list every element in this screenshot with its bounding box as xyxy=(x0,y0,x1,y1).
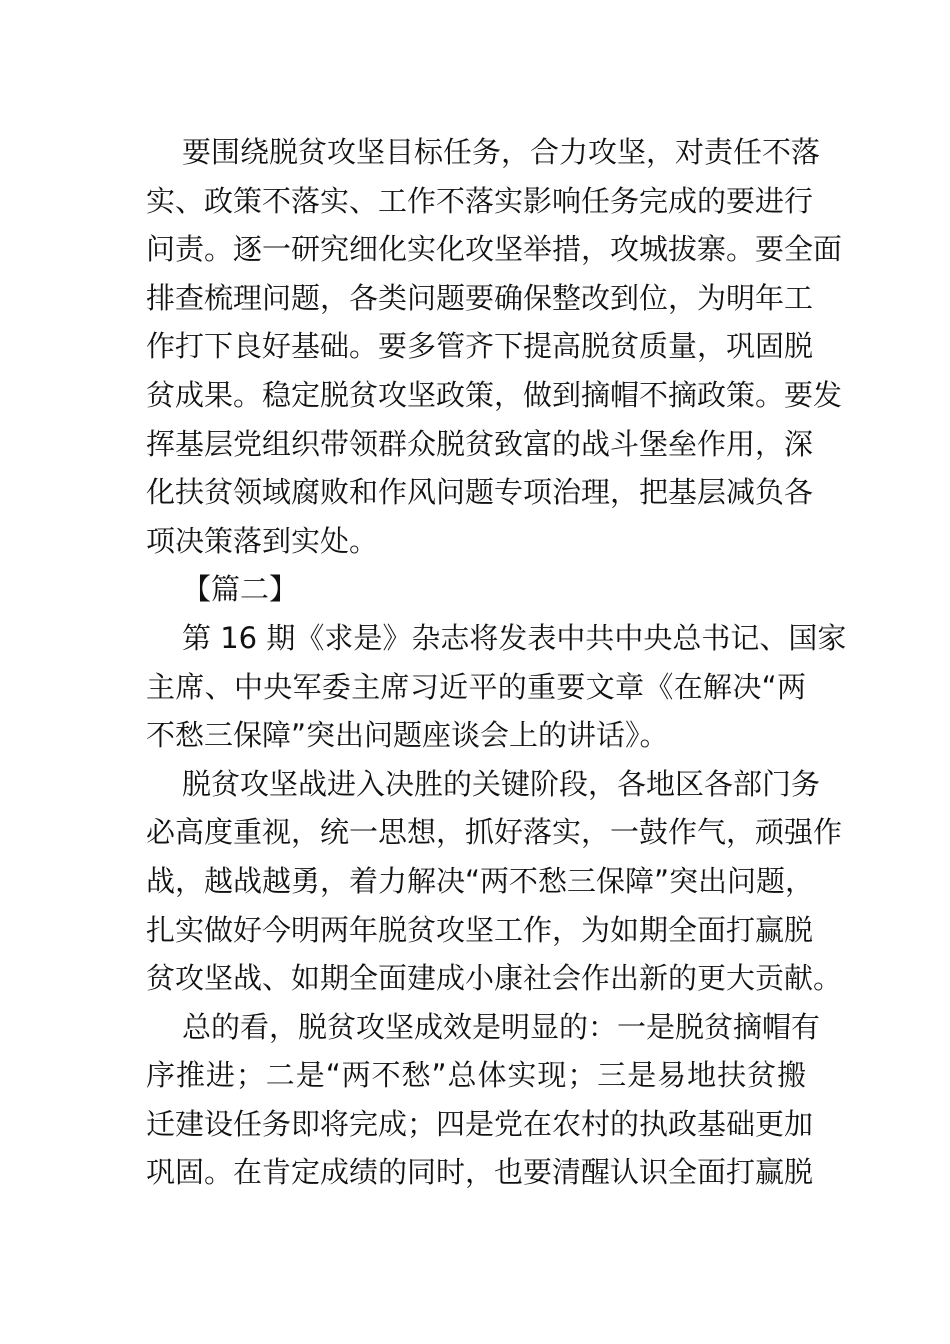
paragraph-5 xyxy=(146,1003,821,1197)
paragraph-3 xyxy=(146,614,847,760)
section-title: 【篇二】 xyxy=(182,572,299,607)
text-line: 第 16 期《求是》杂志将发表中共中央总书记、国家 xyxy=(182,620,847,655)
text-line: 贫成果。稳定脱贫攻坚政策，做到摘帽不摘政策。要发 xyxy=(146,377,843,412)
text-line: 战，越战越勇，着力解决“两不愁三保障”突出问题， xyxy=(146,863,815,898)
paragraph-1 xyxy=(146,128,843,565)
text-line: 迁建设任务即将完成；四是党在农村的执政基础更加 xyxy=(146,1106,814,1141)
text-line: 巩固。在肯定成绩的同时，也要清醒认识全面打赢脱 xyxy=(146,1155,814,1190)
text-line: 扎实做好今明两年脱贫攻坚工作，为如期全面打赢脱 xyxy=(146,912,814,947)
text-line: 实、政策不落实、工作不落实影响任务完成的要进行 xyxy=(146,183,814,218)
document-body xyxy=(146,128,847,1197)
text-line: 问责。逐一研究细化实化攻坚举措，攻城拔寨。要全面 xyxy=(146,232,843,267)
text-line: 化扶贫领域腐败和作风问题专项治理，把基层减负各 xyxy=(146,475,814,510)
text-line: 挥基层党组织带领群众脱贫致富的战斗堡垒作用，深 xyxy=(146,426,814,461)
text-line: 必高度重视，统一思想，抓好落实，一鼓作气，顽强作 xyxy=(146,815,843,850)
text-line: 不愁三保障”突出问题座谈会上的讲话》。 xyxy=(146,718,669,753)
text-line: 要围绕脱贫攻坚目标任务，合力攻坚，对责任不落 xyxy=(182,135,821,169)
paragraph-4 xyxy=(146,760,843,1003)
text-line: 排查梳理问题，各类问题要确保整改到位，为明年工 xyxy=(146,280,814,315)
section-heading xyxy=(146,565,806,614)
text-line: 总的看，脱贫攻坚成效是明显的：一是脱贫摘帽有 xyxy=(182,1009,821,1044)
text-line: 作打下良好基础。要多管齐下提高脱贫质量，巩固脱 xyxy=(146,329,814,364)
text-line: 序推进；二是“两不愁”总体实现；三是易地扶贫搬 xyxy=(146,1058,806,1093)
text-line: 贫攻坚战、如期全面建成小康社会作出新的更大贡献。 xyxy=(146,961,843,996)
text-line: 主席、中央军委主席习近平的重要文章《在解决“两 xyxy=(146,669,806,704)
text-line: 脱贫攻坚战进入决胜的关键阶段，各地区各部门务 xyxy=(182,766,821,801)
text-line: 项决策落到实处。 xyxy=(146,523,379,558)
